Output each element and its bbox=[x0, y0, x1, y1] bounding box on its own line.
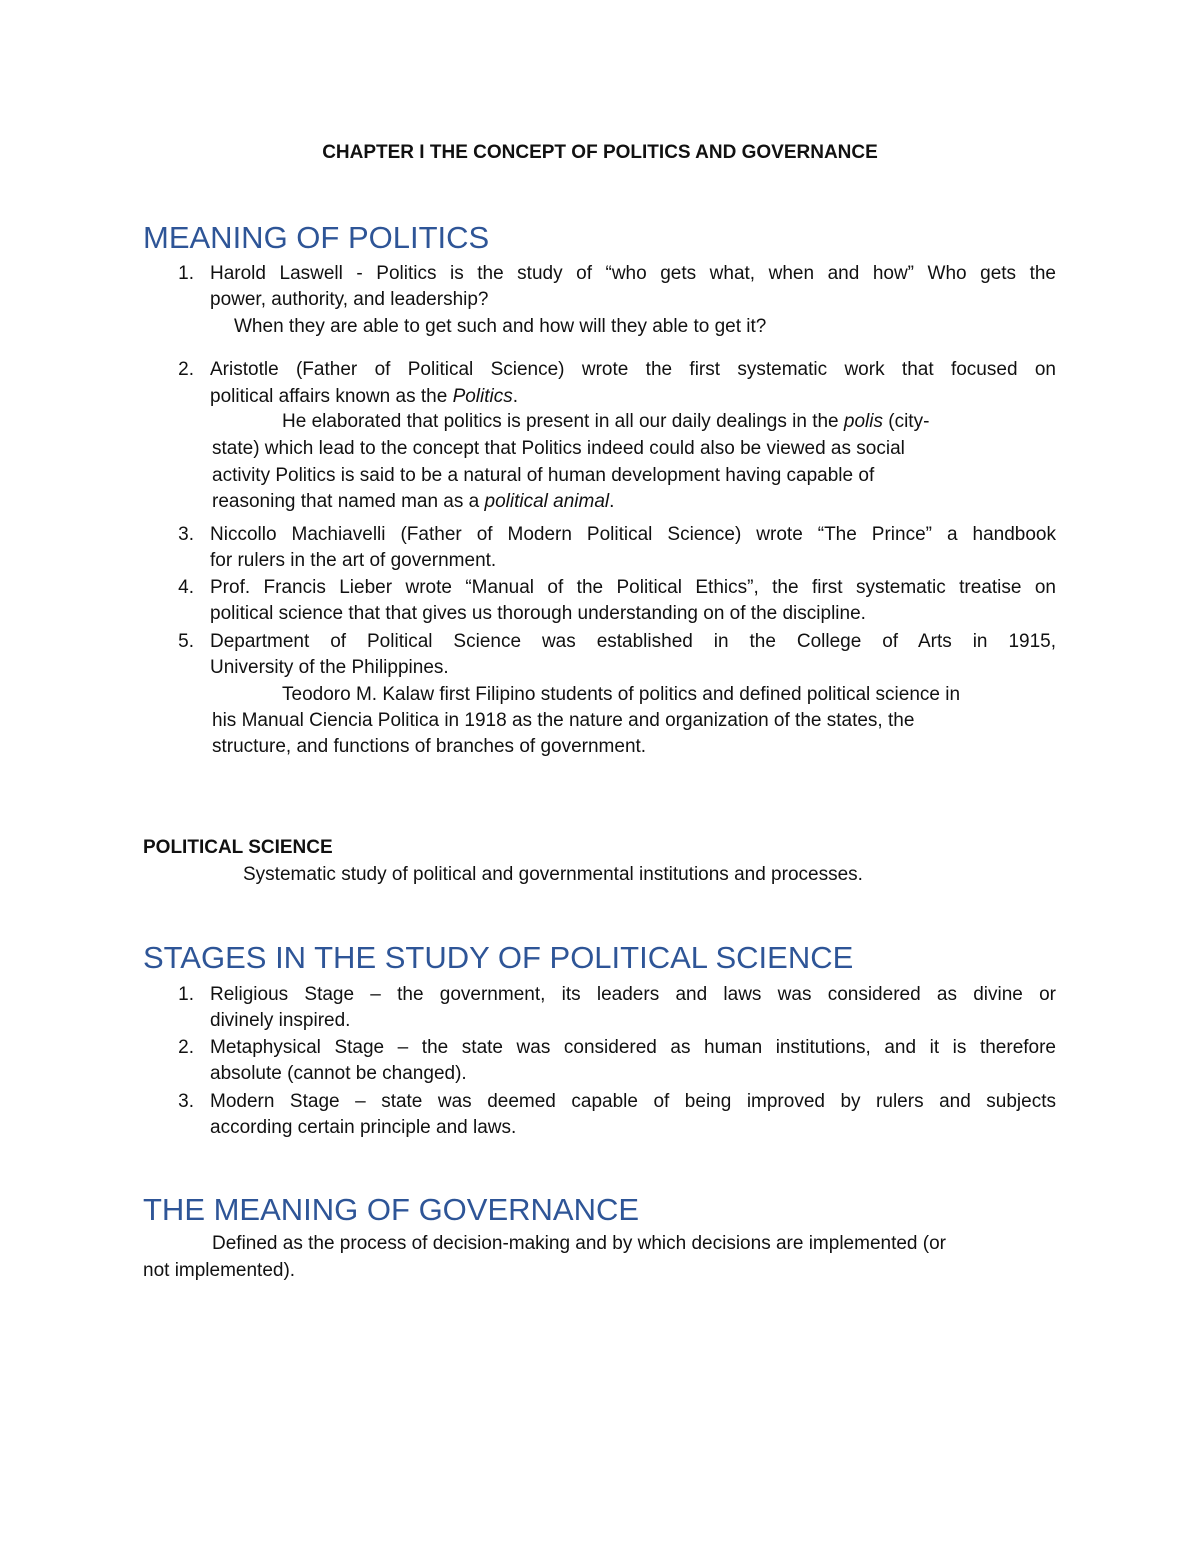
governance-definition: Defined as the process of decision-making and by which decisions are implemented (or bbox=[212, 1233, 946, 1254]
list-item-text: Aristotle (Father of Political Science) wrote the first systematic work that focused on bbox=[210, 359, 1056, 380]
list-item-number: 1. bbox=[178, 263, 194, 284]
list-item-text: absolute (cannot be changed). bbox=[210, 1063, 467, 1084]
political-science-definition: Systematic study of political and governmental institutions and processes. bbox=[243, 864, 863, 885]
list-item-text: reasoning that named man as a political animal. bbox=[212, 491, 615, 512]
heading-governance: THE MEANING OF GOVERNANCE bbox=[143, 1192, 640, 1227]
italic-term: Politics bbox=[452, 386, 513, 407]
list-item-number: 1. bbox=[178, 984, 194, 1005]
list-item-text: activity Politics is said to be a natural of human development having capable of bbox=[212, 465, 875, 486]
list-item-text: Harold Laswell - Politics is the study of “who gets what, when and how” Who gets the bbox=[210, 263, 1056, 284]
list-item-text: according certain principle and laws. bbox=[210, 1117, 517, 1138]
list-item-text: Modern Stage – state was deemed capable of being improved by rulers and subjects bbox=[210, 1091, 1056, 1112]
list-item-number: 3. bbox=[178, 524, 194, 545]
italic-term: polis bbox=[843, 411, 883, 432]
heading-stages: STAGES IN THE STUDY OF POLITICAL SCIENCE bbox=[143, 940, 854, 975]
chapter-title: CHAPTER I THE CONCEPT OF POLITICS AND GOVERNANCE bbox=[322, 142, 878, 163]
governance-definition: not implemented). bbox=[143, 1260, 296, 1281]
list-item-text: Religious Stage – the government, its leaders and laws was considered as divine or bbox=[210, 984, 1056, 1005]
list-item-number: 3. bbox=[178, 1091, 194, 1112]
list-item-text: for rulers in the art of government. bbox=[210, 550, 497, 571]
heading-political-science: POLITICAL SCIENCE bbox=[143, 837, 333, 858]
list-item-number: 4. bbox=[178, 577, 194, 598]
list-item-text: power, authority, and leadership? bbox=[210, 289, 489, 310]
list-item-text: Niccollo Machiavelli (Father of Modern Political Science) wrote “The Prince” a handbook bbox=[210, 524, 1056, 545]
list-item-number: 5. bbox=[178, 631, 194, 652]
list-item-text: divinely inspired. bbox=[210, 1010, 351, 1031]
list-item-text: Department of Political Science was established in the College of Arts in 1915, bbox=[210, 631, 1056, 652]
list-item-text: When they are able to get such and how will they able to get it? bbox=[234, 316, 767, 337]
list-item-number: 2. bbox=[178, 1037, 194, 1058]
list-item-text: Teodoro M. Kalaw first Filipino students of politics and defined political science in bbox=[282, 684, 961, 705]
list-item-text: structure, and functions of branches of government. bbox=[212, 736, 647, 757]
list-item-text: his Manual Ciencia Politica in 1918 as the nature and organization of the states, the bbox=[212, 710, 915, 731]
list-item-text: state) which lead to the concept that Politics indeed could also be viewed as social bbox=[212, 438, 905, 459]
list-item-text: University of the Philippines. bbox=[210, 657, 449, 678]
italic-term: political animal bbox=[484, 491, 610, 512]
list-item-text: Metaphysical Stage – the state was considered as human institutions, and it is therefore bbox=[210, 1037, 1056, 1058]
list-item-text: political science that that gives us thorough understanding on of the discipline. bbox=[210, 603, 866, 624]
list-item-text: political affairs known as the Politics. bbox=[210, 386, 519, 407]
list-item-text: Prof. Francis Lieber wrote “Manual of the Political Ethics”, the first systematic treatise on bbox=[210, 577, 1056, 598]
heading-meaning-of-politics: MEANING OF POLITICS bbox=[143, 220, 490, 255]
list-item-number: 2. bbox=[178, 359, 194, 380]
list-item-text: He elaborated that politics is present in all our daily dealings in the polis (city- bbox=[282, 411, 930, 432]
